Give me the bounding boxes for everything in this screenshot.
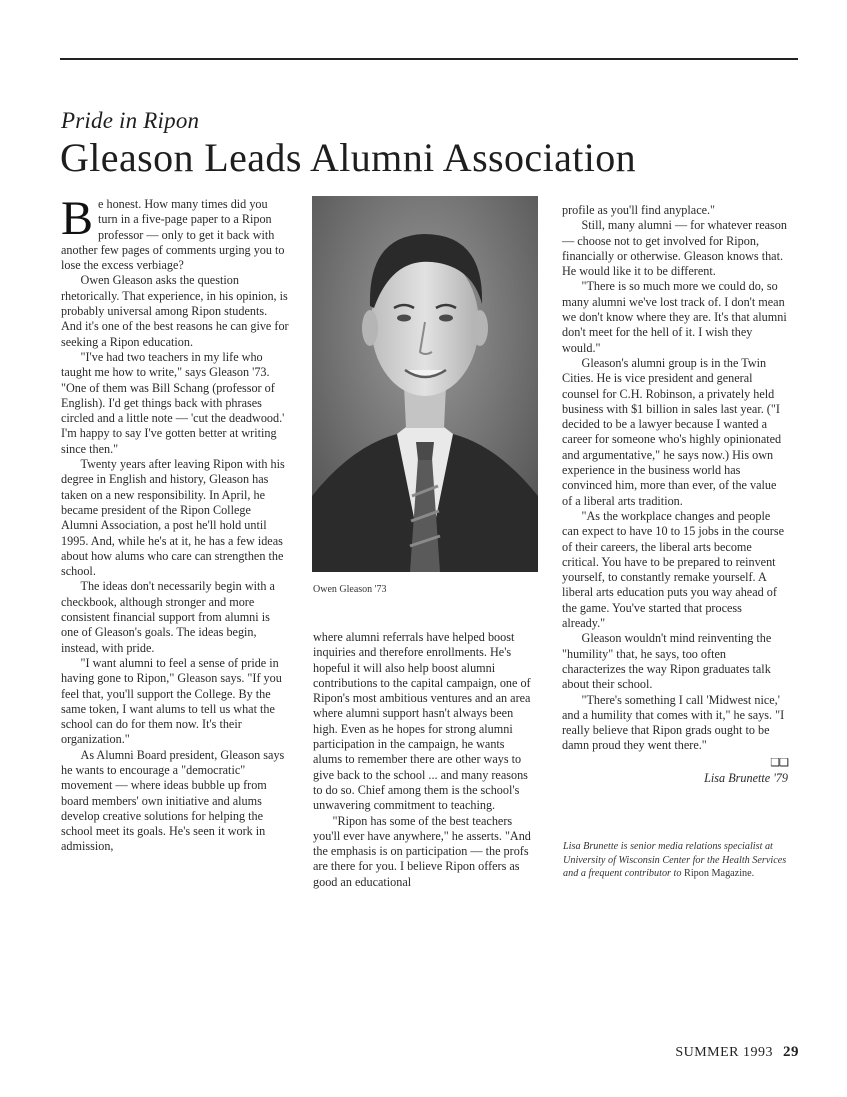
column-3 (562, 203, 788, 786)
paragraph: Gleason's alumni group is in the Twin Cities. He is vice president and general counsel for C.H. Robinson, a privately held business with $1 billion in sales last year. ("I decided to be a lawyer because I wanted a career for someone who's highly opinionated and argumentative," he says now.) His own experience in the business world has convinced him, more than ever, of the value of a liberal arts tradition. (562, 355, 782, 508)
paragraph: "There's something I call 'Midwest nice,' and a humility that comes with it," he says. "I really believe that Ripon grads ought to be damn proud they went there." (562, 692, 785, 753)
paragraph: where alumni referrals have helped boost inquiries and therefore enrollments. He's hopeful it will also help boost alumni contributions to the capital campaign, one of Ripon's most ambitious ventures and an area where alumni support hasn't always been high. Even as he hopes for strong alumni participation in the campaign, he wants alums to remember there are other ways to give back to the school ... and many reasons to do so. Chief among them is the school's unwavering commitment to teaching. (313, 630, 531, 813)
paragraph: Still, many alumni — for whatever reason — choose not to get involved for Ripon, financially or otherwise. Gleason knows that. He would like it to be different. (562, 218, 787, 279)
paragraph: Gleason wouldn't mind reinventing the "humility" that, he says, too often characterizes the way Ripon graduates talk about their school. (562, 631, 772, 692)
author-bio: Lisa Brunette is senior media relations specialist at University of Wisconsin Center for the Health Services and a frequent contributor to Ripon Magazine. (563, 841, 787, 880)
column-2 (313, 630, 531, 890)
issue-date: SUMMER 1993 (675, 1045, 773, 1060)
paragraph: "I want alumni to feel a sense of pride in having gone to Ripon," Gleason says. "If you feel that, you'll support the College. By the same token, I want alums to tell us what the school can do for them now. It's their organization." (61, 655, 282, 747)
top-rule (60, 58, 798, 60)
byline: Lisa Brunette '79 (704, 770, 788, 785)
paragraph: Twenty years after leaving Ripon with his degree in English and history, Gleason has taken on a new responsibility. In April, he became president of the Ripon College Alumni Association, a post he'll hold until 1995. And, while he's at it, he has a few ideas about how alums who care can strengthen the school. (61, 457, 285, 579)
portrait-illustration (312, 196, 538, 572)
drop-cap: B (61, 192, 94, 245)
paragraph: "Ripon has some of the best teachers you'll ever have anywhere," he asserts. "And the emphasis is on participation — the profs are there for you. I believe Ripon offers as good an educational (313, 813, 531, 889)
page-number: 29 (783, 1044, 799, 1060)
paragraph: profile as you'll find anyplace." (562, 203, 716, 217)
paragraph: "As the workplace changes and people can expect to have 10 to 15 jobs in the course of their careers, the liberal arts become critical. You have to be prepared to reinvent yourself, to constantly remake yourself. A liberal arts education puts you way ahead of the game. You've started that process already." (562, 508, 785, 631)
photo-caption: Owen Gleason '73 (313, 584, 387, 595)
paragraph: "I've had two teachers in my life who taught me how to write," says Gleason '73. "One of them was Bill Schang (professor of English). I'd get things back with phrases circled and a little note — 'cut the deadwood.' I'm happy to say I've gotten better at writing since then." (61, 349, 285, 456)
paragraph: The ideas don't necessarily begin with a checkbook, although stronger and more consistent financial support from alumni is one of Gleason's goals. The ideas begin, instead, with pride. (61, 579, 275, 655)
end-mark-icon: ❑❑ (770, 756, 788, 769)
paragraph: Be honest. How many times did you turn in a five-page paper to a Ripon professor — only to get it back with another few pages of comments urging you to lose the excess verbiage? (61, 192, 285, 273)
paragraph: Owen Gleason asks the question rhetorically. That experience, in his opinion, is probably universal among Ripon students. And it's one of the best reasons he can give for seeking a Ripon education. (61, 273, 289, 349)
kicker: Pride in Ripon (61, 108, 200, 133)
page-footer (675, 1044, 799, 1061)
headline: Gleason Leads Alumni Association (60, 135, 637, 180)
paragraph: As Alumni Board president, Gleason says he wants to encourage a "democratic" movement — where ideas bubble up from board members' own initiative and alums develop creative solutions for helping the school meet its goals. He's seen it work in admission, (61, 747, 285, 854)
paragraph: "There is so much more we could do, so many alumni we've lost track of. I don't mean we don't know where they are. It's that alumni don't meet for the hell of it. I wish they would." (562, 279, 787, 355)
portrait-photo (312, 196, 538, 572)
column-1 (61, 192, 289, 855)
